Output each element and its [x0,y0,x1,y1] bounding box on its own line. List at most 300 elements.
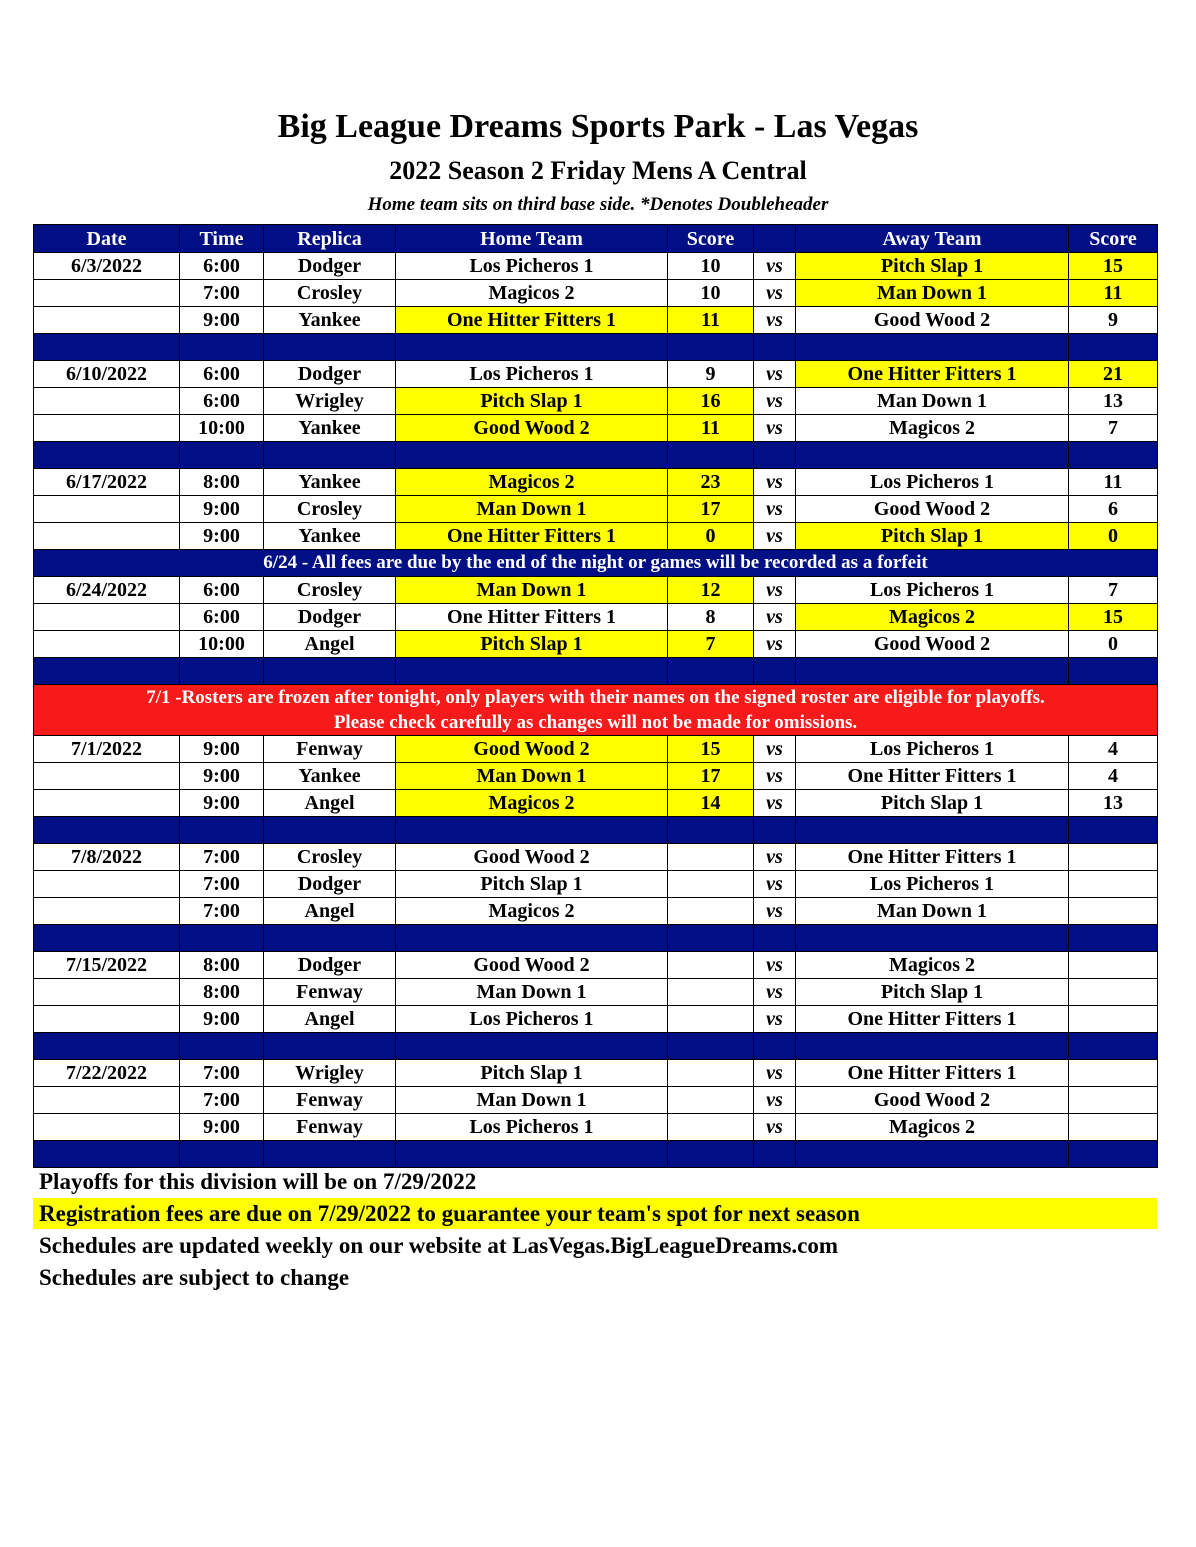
home-team-cell: Man Down 1 [396,979,668,1006]
away-score-cell [1069,1006,1158,1033]
away-team-cell: One Hitter Fitters 1 [796,1006,1069,1033]
column-header-date: Date [34,225,180,253]
separator-cell [180,334,264,361]
away-team-cell: Los Picheros 1 [796,871,1069,898]
home-score-cell [668,1006,754,1033]
time-cell: 8:00 [180,979,264,1006]
separator-cell [34,925,180,952]
vs-cell: vs [754,1087,796,1114]
home-score-cell: 17 [668,763,754,790]
away-score-cell: 15 [1069,253,1158,280]
time-cell: 9:00 [180,496,264,523]
away-team-cell: Good Wood 2 [796,1087,1069,1114]
separator-cell [668,1141,754,1168]
separator-row [34,817,1158,844]
separator-cell [1069,1141,1158,1168]
replica-cell: Dodger [264,871,396,898]
replica-cell: Yankee [264,307,396,334]
away-score-cell: 4 [1069,763,1158,790]
replica-cell: Dodger [264,604,396,631]
website-note: Schedules are updated weekly on our website at LasVegas.BigLeagueDreams.com [39,1233,839,1258]
home-team-cell: Man Down 1 [396,1087,668,1114]
separator-cell [180,442,264,469]
home-score-cell [668,979,754,1006]
away-team-cell: One Hitter Fitters 1 [796,763,1069,790]
separator-cell [396,1033,668,1060]
date-cell [34,1114,180,1141]
away-team-cell: Good Wood 2 [796,496,1069,523]
separator-cell [668,1033,754,1060]
vs-cell: vs [754,523,796,550]
separator-row [34,1033,1158,1060]
away-team-cell: One Hitter Fitters 1 [796,1060,1069,1087]
separator-row [34,442,1158,469]
vs-cell: vs [754,844,796,871]
separator-cell [34,1141,180,1168]
separator-cell [668,817,754,844]
separator-cell [264,658,396,685]
separator-cell [796,817,1069,844]
away-score-cell [1069,1087,1158,1114]
home-team-cell: Man Down 1 [396,496,668,523]
table-row [34,1114,1158,1141]
separator-cell [34,658,180,685]
home-score-cell: 15 [668,736,754,763]
replica-cell: Dodger [264,253,396,280]
away-team-cell: Man Down 1 [796,280,1069,307]
away-score-cell [1069,1060,1158,1087]
table-row [34,790,1158,817]
separator-cell [754,925,796,952]
column-header-time: Time [180,225,264,253]
separator-cell [396,334,668,361]
vs-cell: vs [754,604,796,631]
separator-cell [34,1033,180,1060]
table-row [34,577,1158,604]
time-cell: 7:00 [180,1087,264,1114]
replica-cell: Fenway [264,736,396,763]
date-cell [34,871,180,898]
separator-row [34,1141,1158,1168]
schedule-table [33,224,1158,1168]
separator-cell [754,658,796,685]
time-cell: 6:00 [180,388,264,415]
date-cell: 6/10/2022 [34,361,180,388]
separator-cell [264,1141,396,1168]
separator-cell [668,925,754,952]
away-score-cell: 11 [1069,469,1158,496]
separator-cell [796,1141,1069,1168]
separator-cell [396,658,668,685]
away-score-cell [1069,979,1158,1006]
table-row [34,1087,1158,1114]
date-cell [34,307,180,334]
separator-cell [796,658,1069,685]
registration-note: Registration fees are due on 7/29/2022 to guarantee your team's spot for next season [33,1198,1157,1229]
column-header-replica: Replica [264,225,396,253]
separator-cell [264,817,396,844]
separator-cell [1069,334,1158,361]
time-cell: 9:00 [180,763,264,790]
vs-cell: vs [754,361,796,388]
roster-notice-row [34,685,1158,736]
separator-row [34,925,1158,952]
away-score-cell: 15 [1069,604,1158,631]
separator-cell [754,334,796,361]
replica-cell: Yankee [264,415,396,442]
home-team-cell: Man Down 1 [396,577,668,604]
separator-cell [264,442,396,469]
home-score-cell: 14 [668,790,754,817]
separator-cell [396,925,668,952]
separator-cell [34,334,180,361]
separator-cell [180,925,264,952]
home-team-cell: One Hitter Fitters 1 [396,307,668,334]
away-score-cell: 0 [1069,523,1158,550]
home-score-cell: 12 [668,577,754,604]
home-team-cell: Man Down 1 [396,763,668,790]
table-row [34,631,1158,658]
fee-note: 6/24 - All fees are due by the end of the night or games will be recorded as a forfeit [34,550,1158,577]
away-score-cell: 9 [1069,307,1158,334]
separator-cell [1069,1033,1158,1060]
away-team-cell: Los Picheros 1 [796,736,1069,763]
date-cell [34,388,180,415]
home-team-cell: Magicos 2 [396,280,668,307]
table-row [34,307,1158,334]
vs-cell: vs [754,496,796,523]
replica-cell: Wrigley [264,1060,396,1087]
date-cell [34,523,180,550]
vs-cell: vs [754,631,796,658]
replica-cell: Angel [264,1006,396,1033]
table-row [34,523,1158,550]
page-note: Home team sits on third base side. *Denotes Doubleheader [367,194,829,215]
table-row [34,604,1158,631]
away-score-cell [1069,1114,1158,1141]
replica-cell: Angel [264,898,396,925]
replica-cell: Wrigley [264,388,396,415]
time-cell: 6:00 [180,577,264,604]
replica-cell: Angel [264,631,396,658]
column-header-home-team: Home Team [396,225,668,253]
replica-cell: Yankee [264,523,396,550]
time-cell: 9:00 [180,307,264,334]
roster-notice-line1: 7/1 -Rosters are frozen after tonight, only players with their names on the signed roster are eligible for playoffs. [146,687,1045,708]
date-cell [34,979,180,1006]
separator-cell [180,817,264,844]
separator-cell [796,1033,1069,1060]
replica-cell: Dodger [264,952,396,979]
vs-cell: vs [754,253,796,280]
replica-cell: Fenway [264,1087,396,1114]
home-team-cell: Pitch Slap 1 [396,871,668,898]
home-score-cell [668,1060,754,1087]
separator-cell [796,442,1069,469]
away-team-cell: Good Wood 2 [796,307,1069,334]
time-cell: 9:00 [180,523,264,550]
vs-cell: vs [754,415,796,442]
separator-row [34,334,1158,361]
away-team-cell: Pitch Slap 1 [796,790,1069,817]
away-score-cell [1069,952,1158,979]
away-score-cell: 13 [1069,388,1158,415]
home-team-cell: Magicos 2 [396,898,668,925]
date-cell: 7/8/2022 [34,844,180,871]
home-team-cell: Good Wood 2 [396,736,668,763]
table-row [34,496,1158,523]
home-team-cell: Good Wood 2 [396,415,668,442]
replica-cell: Crosley [264,577,396,604]
home-team-cell: Los Picheros 1 [396,361,668,388]
column-header-away-team: Away Team [796,225,1069,253]
home-score-cell: 11 [668,415,754,442]
away-team-cell: Magicos 2 [796,415,1069,442]
home-score-cell: 7 [668,631,754,658]
date-cell [34,604,180,631]
away-team-cell: Man Down 1 [796,388,1069,415]
time-cell: 6:00 [180,253,264,280]
time-cell: 9:00 [180,790,264,817]
page-title: Big League Dreams Sports Park - Las Vegas [277,108,919,145]
replica-cell: Fenway [264,979,396,1006]
separator-cell [754,442,796,469]
schedule-body [34,253,1158,1168]
date-cell [34,280,180,307]
date-cell [34,496,180,523]
home-team-cell: Pitch Slap 1 [396,1060,668,1087]
home-score-cell: 0 [668,523,754,550]
away-team-cell: Los Picheros 1 [796,469,1069,496]
home-score-cell: 23 [668,469,754,496]
home-team-cell: Good Wood 2 [396,844,668,871]
fee-note-row [34,550,1158,577]
date-cell [34,415,180,442]
vs-cell: vs [754,898,796,925]
away-team-cell: Pitch Slap 1 [796,979,1069,1006]
home-score-cell [668,1087,754,1114]
away-score-cell: 11 [1069,280,1158,307]
column-header-home-score: Score [668,225,754,253]
away-team-cell: Los Picheros 1 [796,577,1069,604]
home-team-cell: Magicos 2 [396,790,668,817]
away-score-cell: 6 [1069,496,1158,523]
vs-cell: vs [754,979,796,1006]
away-team-cell: Man Down 1 [796,898,1069,925]
away-team-cell: Magicos 2 [796,1114,1069,1141]
replica-cell: Dodger [264,361,396,388]
home-score-cell: 11 [668,307,754,334]
vs-cell: vs [754,1060,796,1087]
home-score-cell: 9 [668,361,754,388]
separator-cell [264,1033,396,1060]
home-team-cell: Los Picheros 1 [396,1006,668,1033]
separator-cell [396,442,668,469]
away-score-cell [1069,871,1158,898]
date-cell [34,790,180,817]
time-cell: 9:00 [180,736,264,763]
time-cell: 10:00 [180,415,264,442]
vs-cell: vs [754,871,796,898]
separator-cell [796,334,1069,361]
separator-cell [396,817,668,844]
home-score-cell [668,898,754,925]
table-row [34,979,1158,1006]
vs-cell: vs [754,280,796,307]
column-header-vs [754,225,796,253]
home-team-cell: One Hitter Fitters 1 [396,604,668,631]
table-row [34,388,1158,415]
separator-cell [1069,925,1158,952]
replica-cell: Crosley [264,280,396,307]
table-row [34,871,1158,898]
home-score-cell [668,1114,754,1141]
home-team-cell: Good Wood 2 [396,952,668,979]
replica-cell: Fenway [264,1114,396,1141]
vs-cell: vs [754,1006,796,1033]
away-team-cell: Magicos 2 [796,952,1069,979]
vs-cell: vs [754,736,796,763]
table-row [34,844,1158,871]
date-cell [34,898,180,925]
table-row [34,898,1158,925]
vs-cell: vs [754,577,796,604]
separator-cell [34,442,180,469]
time-cell: 7:00 [180,1060,264,1087]
table-row [34,280,1158,307]
separator-cell [180,658,264,685]
separator-row [34,658,1158,685]
date-cell [34,763,180,790]
separator-cell [180,1033,264,1060]
date-cell [34,631,180,658]
roster-notice [34,685,1158,736]
date-cell: 6/24/2022 [34,577,180,604]
vs-cell: vs [754,763,796,790]
home-score-cell [668,871,754,898]
home-team-cell: Los Picheros 1 [396,253,668,280]
separator-cell [264,334,396,361]
away-team-cell: Pitch Slap 1 [796,253,1069,280]
table-row [34,253,1158,280]
separator-cell [1069,658,1158,685]
vs-cell: vs [754,469,796,496]
date-cell: 7/1/2022 [34,736,180,763]
home-score-cell [668,952,754,979]
playoffs-note: Playoffs for this division will be on 7/29/2022 [39,1169,477,1194]
time-cell: 9:00 [180,1114,264,1141]
time-cell: 8:00 [180,952,264,979]
date-cell: 7/15/2022 [34,952,180,979]
replica-cell: Yankee [264,763,396,790]
separator-cell [754,817,796,844]
separator-cell [180,1141,264,1168]
table-row [34,469,1158,496]
time-cell: 10:00 [180,631,264,658]
vs-cell: vs [754,1114,796,1141]
away-score-cell: 7 [1069,415,1158,442]
away-team-cell: One Hitter Fitters 1 [796,844,1069,871]
time-cell: 7:00 [180,898,264,925]
home-team-cell: Pitch Slap 1 [396,631,668,658]
home-team-cell: Pitch Slap 1 [396,388,668,415]
away-score-cell: 13 [1069,790,1158,817]
date-cell: 7/22/2022 [34,1060,180,1087]
table-row [34,1006,1158,1033]
time-cell: 6:00 [180,604,264,631]
date-cell: 6/3/2022 [34,253,180,280]
vs-cell: vs [754,388,796,415]
away-team-cell: Magicos 2 [796,604,1069,631]
date-cell [34,1006,180,1033]
home-score-cell: 8 [668,604,754,631]
vs-cell: vs [754,952,796,979]
time-cell: 6:00 [180,361,264,388]
time-cell: 7:00 [180,280,264,307]
replica-cell: Angel [264,790,396,817]
separator-cell [668,658,754,685]
separator-cell [754,1033,796,1060]
home-score-cell [668,844,754,871]
time-cell: 7:00 [180,871,264,898]
home-team-cell: Los Picheros 1 [396,1114,668,1141]
replica-cell: Yankee [264,469,396,496]
time-cell: 8:00 [180,469,264,496]
away-score-cell: 7 [1069,577,1158,604]
home-score-cell: 17 [668,496,754,523]
home-score-cell: 10 [668,280,754,307]
vs-cell: vs [754,307,796,334]
separator-cell [1069,442,1158,469]
table-row [34,952,1158,979]
time-cell: 7:00 [180,844,264,871]
table-row [34,1060,1158,1087]
away-score-cell: 21 [1069,361,1158,388]
table-row [34,361,1158,388]
home-score-cell: 10 [668,253,754,280]
home-team-cell: Magicos 2 [396,469,668,496]
away-team-cell: One Hitter Fitters 1 [796,361,1069,388]
home-team-cell: One Hitter Fitters 1 [396,523,668,550]
away-team-cell: Good Wood 2 [796,631,1069,658]
away-score-cell: 4 [1069,736,1158,763]
time-cell: 9:00 [180,1006,264,1033]
away-score-cell [1069,844,1158,871]
separator-cell [668,442,754,469]
separator-cell [264,925,396,952]
away-team-cell: Pitch Slap 1 [796,523,1069,550]
separator-cell [796,925,1069,952]
table-row [34,763,1158,790]
replica-cell: Crosley [264,844,396,871]
date-cell [34,1087,180,1114]
table-row [34,415,1158,442]
page-subtitle: 2022 Season 2 Friday Mens A Central [389,156,807,185]
roster-notice-line2: Please check carefully as changes will not be made for omissions. [333,712,858,733]
table-row [34,736,1158,763]
vs-cell: vs [754,790,796,817]
home-score-cell: 16 [668,388,754,415]
separator-cell [34,817,180,844]
separator-cell [396,1141,668,1168]
column-header-away-score: Score [1069,225,1158,253]
away-score-cell: 0 [1069,631,1158,658]
table-header-row [34,225,1158,253]
separator-cell [754,1141,796,1168]
separator-cell [1069,817,1158,844]
change-note: Schedules are subject to change [39,1265,350,1290]
replica-cell: Crosley [264,496,396,523]
